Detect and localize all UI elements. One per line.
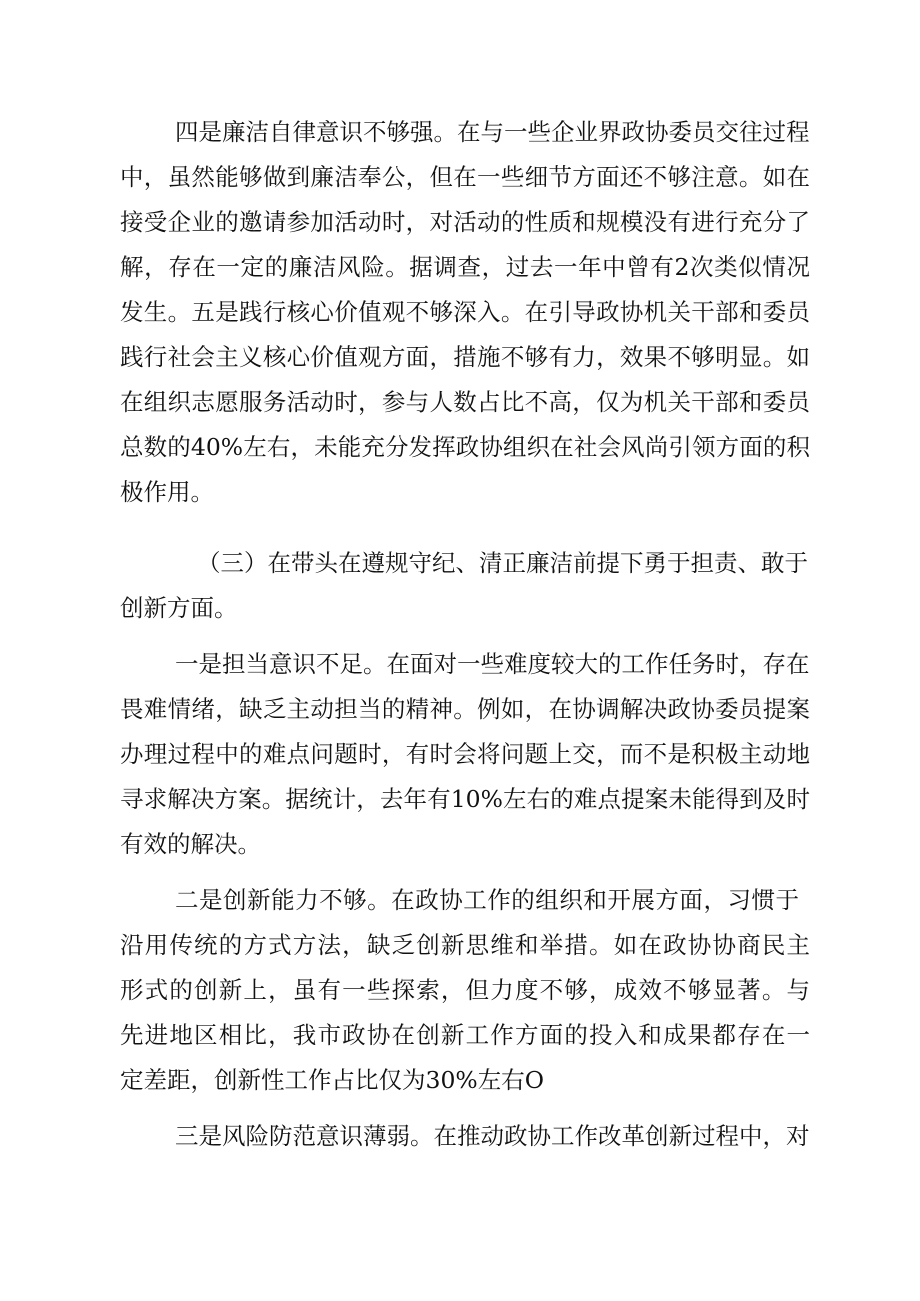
text-line: 总数的40%左右，未能充分发挥政协组织在社会风尚引领方面的积 <box>120 433 810 461</box>
text-line: 畏难情绪，缺乏主动担当的精神。例如，在协调解决政协委员提案 <box>120 695 810 723</box>
text-line: 中，虽然能够做到廉洁奉公，但在一些细节方面还不够注意。如在 <box>120 163 810 191</box>
text-line: 形式的创新上，虽有一些探索，但力度不够，成效不够显著。与 <box>120 976 810 1004</box>
text-line: 发生。五是践行核心价值观不够深入。在引导政协机关干部和委员 <box>120 298 810 326</box>
text-line: 一是担当意识不足。在面对一些难度较大的工作任务时，存在 <box>175 650 810 678</box>
text-line: 办理过程中的难点问题时，有时会将问题上交，而不是积极主动地 <box>120 740 810 768</box>
text-line: 在组织志愿服务活动时，参与人数占比不高，仅为机关干部和委员 <box>120 388 810 416</box>
text-line: 定差距，创新性工作占比仅为30%左右O <box>120 1066 544 1094</box>
text-line: 沿用传统的方式方法，缺乏创新思维和举措。如在政协协商民主 <box>120 931 810 959</box>
text-line: 二是创新能力不够。在政协工作的组织和开展方面，习惯于 <box>175 886 799 914</box>
text-line: 解，存在一定的廉洁风险。据调查，过去一年中曾有2次类似情况 <box>120 253 810 281</box>
text-line: 先进地区相比，我市政协在创新工作方面的投入和成果都存在一 <box>120 1021 810 1049</box>
text-line: 三是风险防范意识薄弱。在推动政协工作改革创新过程中，对 <box>175 1122 810 1150</box>
text-line: 接受企业的邀请参加活动时，对活动的性质和规模没有进行充分了 <box>120 208 810 236</box>
section-heading: 创新方面。 <box>120 594 238 622</box>
text-line: 有效的解决。 <box>120 830 261 858</box>
text-line: 四是廉洁自律意识不够强。在与一些企业界政协委员交往过程 <box>175 118 810 146</box>
text-line: 寻求解决方案。据统计，去年有10%左右的难点提案未能得到及时 <box>120 785 810 813</box>
text-line: 极作用。 <box>120 478 214 506</box>
section-heading: （三）在带头在遵规守纪、清正廉洁前提下勇于担责、敢于 <box>197 549 808 577</box>
text-line: 践行社会主义核心价值观方面，措施不够有力，效果不够明显。如 <box>120 343 810 371</box>
